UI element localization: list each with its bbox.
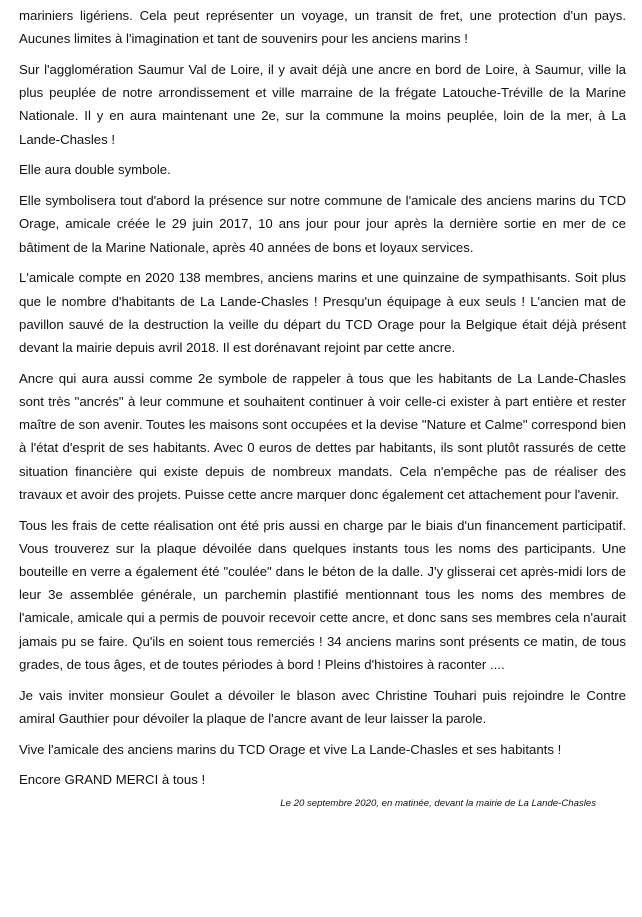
paragraph-6: Ancre qui aura aussi comme 2e symbole de rappeler à tous que les habitants de La Lande-Chasles sont très "ancrés" à leur commune et souhaitent continuer à voir celle-ci exister à part entière et rester maître de son avenir. Toutes les maisons sont occupées et la devise "Nature et Calme" correspond bien à l'état d'esprit de ses habitants. Avec 0 euros de dettes par habitants, ils sont plutôt rassurés de cette situation financière qui existe depuis de nombreux mandats. Cela n'empêche pas de réaliser des travaux et avoir des projets. Puisse cette ancre marquer donc également cet attachement pour l'avenir.	[19, 370, 626, 502]
paragraph-5: L'amicale compte en 2020 138 membres, anciens marins et une quinzaine de sympathisants. Soit plus que le nombre d'habitants de La Lande-Chasles ! Presqu'un équipage à eux seuls ! L'ancien mat de pavillon sauvé de la destruction la veille du départ du TCD Orage pour la Belgique était déjà présent devant la mairie depuis avril 2018. Il est dorénavant rejoint par cette ancre.	[19, 270, 626, 356]
paragraph-10: Encore GRAND MERCI à tous !	[19, 772, 206, 788]
paragraph-4: Elle symbolisera tout d'abord la présence sur notre commune de l'amicale des anciens marins du TCD Orage, amicale créée le 29 juin 2017, 10 ans jour pour jour après la dernière sortie en mer de ce bâtiment de la Marine Nationale, après 40 années de bons et loyaux services.	[19, 193, 626, 255]
paragraph-7: Tous les frais de cette réalisation ont été pris aussi en charge par le biais d'un financement participatif. Vous trouverez sur la plaque dévoilée dans quelques instants tous les noms des participants. Une bouteille en verre a également été "coulée" dans le béton de la dalle. J'y glisserai cet après-midi lors de leur 3e assemblée générale, un parchemin plastifié mentionnant tous les noms des membres de l'amicale, amicale qui a permis de pouvoir recevoir cette ancre, et donc sans ses membres cela n'aurait jamais pu se faire. Qu'ils en soient tous remerciés ! 34 anciens marins sont présents ce matin, de tous grades, de tous âges, et de toutes périodes à bord ! Pleins d'histoires à raconter ....	[19, 517, 626, 672]
paragraph-2: Sur l'agglomération Saumur Val de Loire, il y avait déjà une ancre en bord de Loire, à Saumur, ville la plus peuplée de notre arrondissement et ville marraine de la frégate Latouche-Tréville de la Marine Nationale. Il y en aura maintenant une 2e, sur la commune la moins peuplée, loin de la mer, à La Lande-Chasles !	[19, 62, 626, 147]
paragraph-1: mariniers ligériens. Cela peut représenter un voyage, un transit de fret, une protection d'un pays. Aucunes limites à l'imagination et tant de souvenirs pour les anciens marins !	[19, 8, 626, 47]
paragraph-3: Elle aura double symbole.	[19, 162, 171, 178]
paragraph-8: Je vais inviter monsieur Goulet a dévoiler le blason avec Christine Touhari puis rejoindre le Contre amiral Gauthier pour dévoiler la plaque de l'ancre avant de leur laisser la parole.	[19, 687, 626, 726]
paragraph-9: Vive l'amicale des anciens marins du TCD Orage et vive La Lande-Chasles et ses habitants !	[19, 741, 562, 757]
signature-date-line: Le 20 septembre 2020, en matinée, devant la mairie de La Lande-Chasles	[280, 798, 596, 810]
